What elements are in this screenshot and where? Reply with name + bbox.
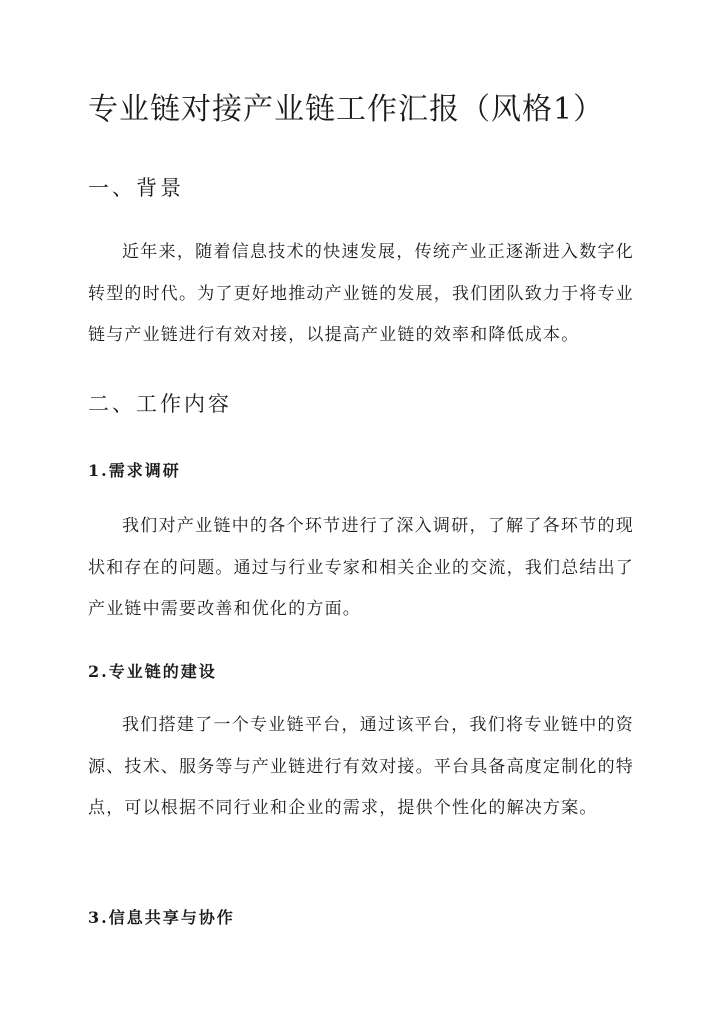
subsection-heading-info-sharing: 3.信息共享与协作 [88,908,235,927]
background-paragraph: 近年来，随着信息技术的快速发展，传统产业正逐渐进入数字化转型的时代。为了更好地推动产业链的发展，我们团队致力于将专业链与产业链进行有效对接，以提高产业链的效率和降低成本。 [88,242,634,345]
section-heading-work-content: 二、工作内容 [88,392,232,416]
subsection-heading-demand-research: 1.需求调研 [88,461,181,480]
section-heading-background: 一、背景 [88,176,184,200]
subsection-heading-professional-chain: 2.专业链的建设 [88,662,217,681]
demand-research-paragraph: 我们对产业链中的各个环节进行了深入调研，了解了各环节的现状和存在的问题。通过与行业专家和相关企业的交流，我们总结出了产业链中需要改善和优化的方面。 [88,516,634,619]
document-title: 专业链对接产业链工作汇报（风格1） [88,92,605,127]
professional-chain-paragraph: 我们搭建了一个专业链平台，通过该平台，我们将专业链中的资源、技术、服务等与产业链进行有效对接。平台具备高度定制化的特点，可以根据不同行业和企业的需求，提供个性化的解决方案。 [88,715,634,818]
